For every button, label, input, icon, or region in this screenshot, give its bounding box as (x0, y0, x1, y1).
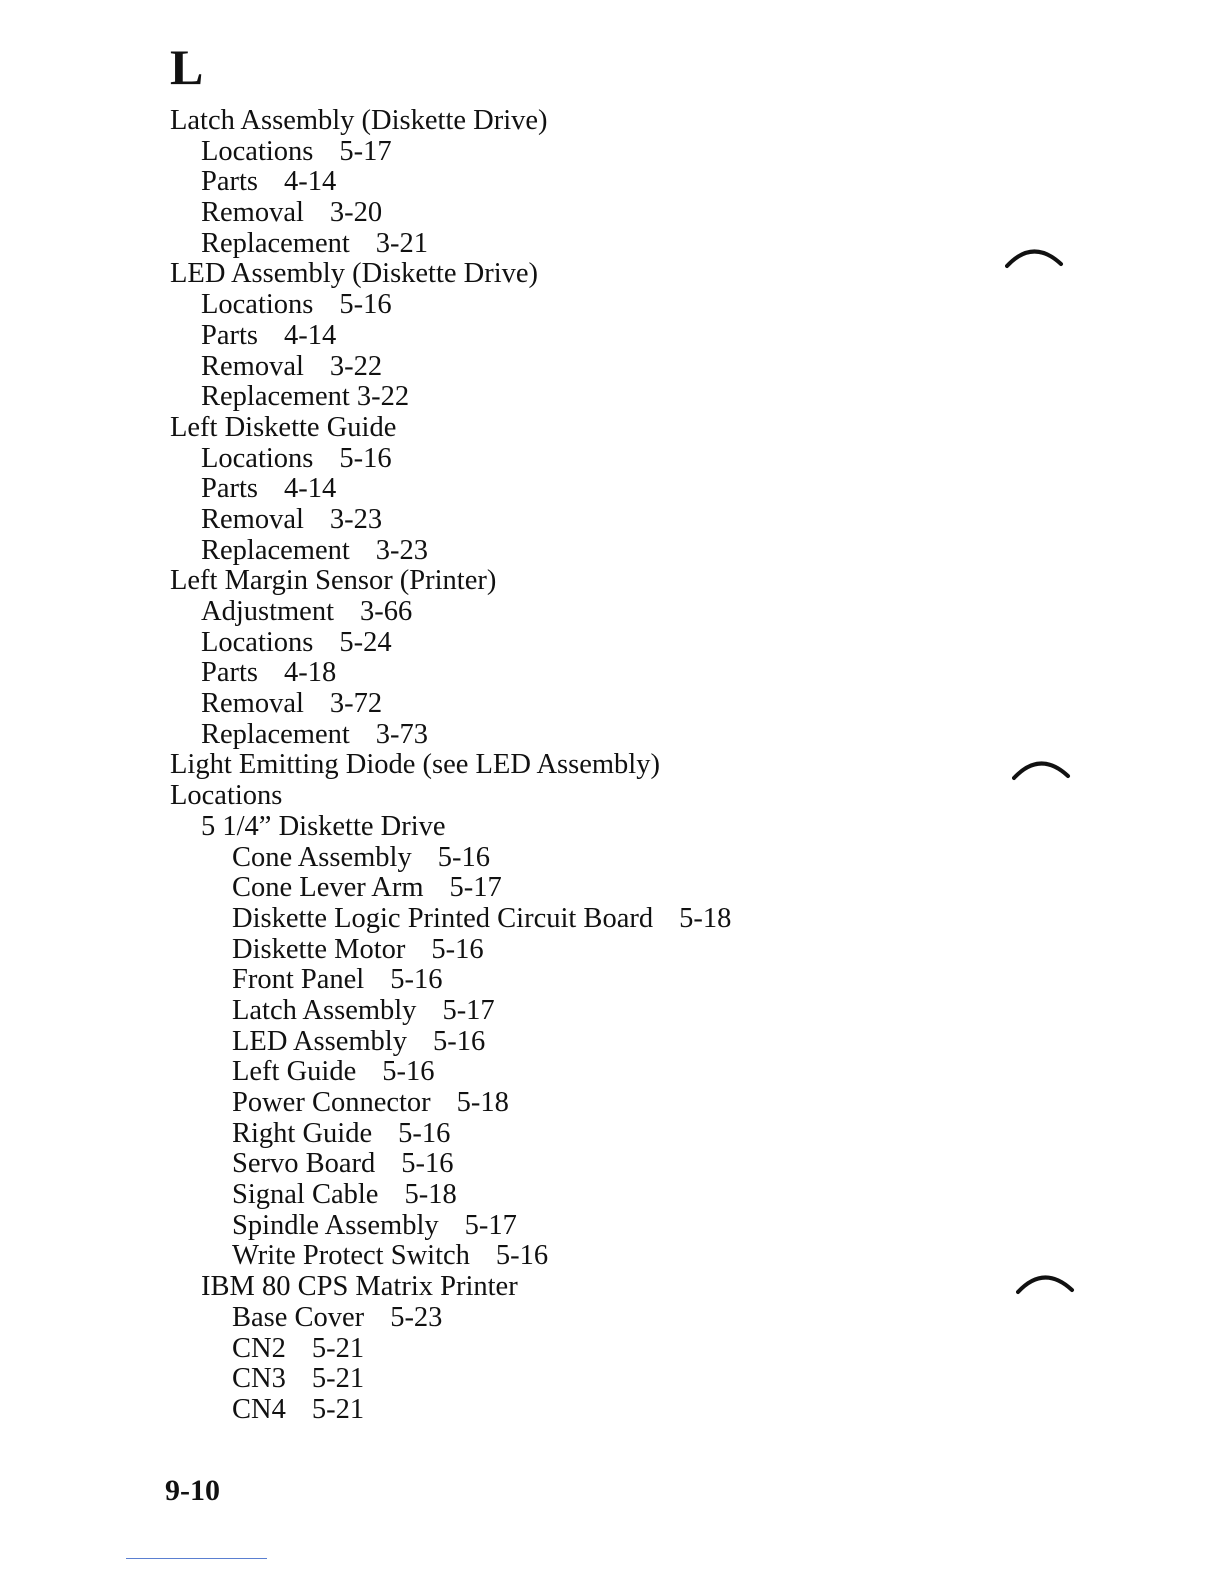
index-entry-level-2 (170, 996, 731, 1027)
index-entry-level-1 (170, 720, 731, 751)
index-term: Locations (201, 626, 314, 658)
index-term: Replacement (201, 718, 350, 750)
index-term: Cone Assembly (232, 841, 412, 873)
index-page-ref: 3-21 (375, 227, 429, 259)
index-entry-level-2 (170, 935, 731, 966)
index-term: Signal Cable (232, 1179, 379, 1211)
footer-rule (126, 1558, 267, 1559)
index-entry-level-2 (170, 1303, 731, 1334)
index-page-ref: 5-16 (495, 1240, 549, 1272)
binder-ring-mark-icon (1005, 240, 1065, 270)
index-entry-level-2 (170, 873, 731, 904)
index-term: LED Assembly (232, 1025, 407, 1057)
index-term: Parts (201, 319, 258, 351)
index-entry-level-2 (170, 904, 731, 935)
index-term: IBM 80 CPS Matrix Printer (201, 1271, 518, 1303)
index-term: Latch Assembly (232, 994, 417, 1026)
binder-ring-mark-icon (1016, 1266, 1076, 1296)
index-entry-level-2 (170, 1119, 731, 1150)
index-term: Front Panel (232, 964, 365, 996)
index-entry-level-1 (170, 290, 731, 321)
index-page-ref: 5-16 (431, 933, 484, 965)
index-entry-level-1 (170, 167, 731, 198)
index-entry-level-0 (170, 259, 731, 290)
index-page-ref: 5-18 (679, 902, 732, 934)
index-page-ref: 5-24 (339, 626, 392, 658)
index-term: Removal (201, 350, 304, 382)
index-entry-level-1 (170, 474, 731, 505)
index-entry-level-1 (170, 321, 731, 352)
index-page-ref: 4-18 (284, 657, 337, 689)
index-entry-level-1 (170, 1272, 731, 1303)
index-entry-level-1 (170, 444, 731, 475)
index-page-ref: 3-66 (360, 596, 413, 627)
index-page-ref: 5-16 (339, 289, 392, 321)
index-entry-level-1 (170, 689, 731, 720)
index-term: Base Cover (232, 1301, 365, 1333)
index-entry-level-0 (170, 750, 731, 781)
index-entry-level-1 (170, 137, 731, 168)
index-term: Light Emitting Diode (see LED Assembly) (170, 749, 660, 781)
index-page-ref: 5-17 (339, 135, 392, 167)
page-number: 9-10 (165, 1474, 220, 1507)
index-entry-level-1 (170, 658, 731, 689)
index-page-ref: 5-16 (382, 1056, 435, 1088)
index-term: CN4 (232, 1393, 286, 1425)
index-term: Removal (201, 688, 304, 720)
index-term: 5 1/4” Diskette Drive (201, 810, 446, 842)
index-entry-level-2 (170, 1395, 731, 1426)
index-entry-level-0 (170, 566, 731, 597)
index-page-ref: 5-21 (311, 1363, 365, 1395)
index-term: Servo Board (232, 1148, 376, 1180)
index-entry-level-2 (170, 1057, 731, 1088)
index-entry-level-2 (170, 1180, 731, 1211)
index-entry-level-1 (170, 536, 731, 567)
index-term: Locations (201, 442, 314, 474)
index-page-ref: 3-23 (329, 503, 383, 535)
index-term: Adjustment (201, 596, 334, 627)
index-term: Replacement (201, 534, 350, 566)
index-term: Locations (170, 780, 283, 812)
index-entry-level-2 (170, 1027, 731, 1058)
index-page-ref: 3-23 (375, 534, 429, 566)
index-page-ref: 5-23 (390, 1301, 443, 1333)
index-entry-level-1 (170, 229, 731, 260)
index-page-ref: 5-16 (401, 1148, 454, 1180)
index-list (170, 106, 731, 1426)
index-term: Spindle Assembly (232, 1209, 439, 1241)
index-entry-level-1 (170, 382, 731, 413)
index-term: Parts (201, 473, 258, 505)
index-term: LED Assembly (Diskette Drive) (170, 258, 539, 290)
index-entry-level-2 (170, 1364, 731, 1395)
index-entry-level-2 (170, 1334, 731, 1365)
index-page-ref: 5-18 (456, 1087, 509, 1118)
index-page-ref: 3-73 (375, 718, 429, 750)
index-term: Latch Assembly (Diskette Drive) (170, 105, 548, 136)
index-term: Left Diskette Guide (170, 411, 397, 443)
index-page-ref: 5-16 (339, 442, 392, 474)
index-page-ref: 5-17 (449, 872, 502, 904)
index-term: Write Protect Switch (232, 1240, 470, 1272)
index-term: Left Margin Sensor (Printer) (170, 565, 497, 597)
index-page-ref: 3-20 (329, 197, 383, 229)
index-entry-level-0 (170, 413, 731, 444)
index-term: Replacement 3-22 (201, 381, 410, 413)
index-entry-level-2 (170, 843, 731, 874)
index-entry-level-0 (170, 781, 731, 812)
index-term: Right Guide (232, 1117, 373, 1149)
index-term: CN2 (232, 1332, 286, 1364)
index-page-ref: 5-21 (311, 1332, 365, 1364)
index-entry-level-1 (170, 812, 731, 843)
section-letter-heading: L (170, 39, 204, 95)
index-page-ref: 5-18 (404, 1179, 457, 1211)
index-page-ref: 3-72 (329, 688, 383, 720)
index-page-ref: 5-16 (432, 1025, 486, 1057)
index-entry-level-2 (170, 1088, 731, 1119)
index-term: Parts (201, 166, 258, 198)
binder-ring-mark-icon (1012, 752, 1072, 782)
index-page-ref: 5-17 (464, 1209, 517, 1241)
index-page-ref: 5-16 (437, 841, 490, 873)
index-term: Locations (201, 289, 314, 321)
index-term: Power Connector (232, 1087, 431, 1118)
index-page-ref: 4-14 (284, 166, 337, 198)
index-entry-level-1 (170, 597, 731, 628)
index-entry-level-1 (170, 628, 731, 659)
index-term: Diskette Logic Printed Circuit Board (232, 902, 654, 934)
index-page-ref: 4-14 (284, 473, 337, 505)
index-entry-level-1 (170, 352, 731, 383)
index-page-ref: 5-16 (398, 1117, 451, 1149)
index-term: Left Guide (232, 1056, 357, 1088)
index-term: Removal (201, 503, 304, 535)
index-term: Parts (201, 657, 258, 689)
index-entry-level-2 (170, 965, 731, 996)
index-term: CN3 (232, 1363, 286, 1395)
index-entry-level-2 (170, 1241, 731, 1272)
index-page-ref: 5-21 (311, 1393, 365, 1425)
index-entry-level-1 (170, 198, 731, 229)
index-term: Removal (201, 197, 304, 229)
index-term: Diskette Motor (232, 933, 406, 965)
index-page-ref: 5-17 (442, 994, 495, 1026)
index-term: Replacement (201, 227, 350, 259)
index-entry-level-2 (170, 1149, 731, 1180)
index-page-ref: 3-22 (329, 350, 383, 382)
index-entry-level-2 (170, 1211, 731, 1242)
index-page-ref: 4-14 (284, 319, 337, 351)
index-term: Cone Lever Arm (232, 872, 424, 904)
index-term: Locations (201, 135, 314, 167)
index-entry-level-0 (170, 106, 731, 137)
index-page-ref: 5-16 (390, 964, 443, 996)
index-entry-level-1 (170, 505, 731, 536)
